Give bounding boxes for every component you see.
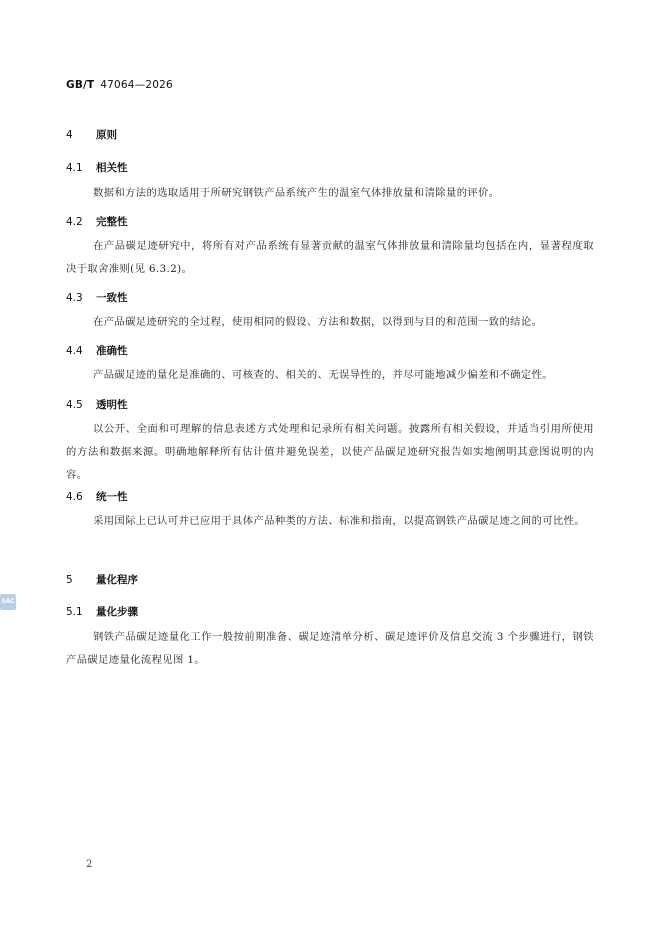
paragraph-5-1: 钢铁产品碳足迹量化工作一般按前期准备、碳足迹清单分析、碳足迹评价及信息交流 3 个步骤进行，钢铁产品碳足迹量化流程见图 1。	[66, 631, 594, 666]
section-number: 4.3	[66, 292, 83, 304]
section-title: 统一性	[96, 491, 128, 503]
paragraph-4-6: 采用国际上已认可并已应用于具体产品种类的方法、标准和指南，以提高钢铁产品碳足迹之间的可比性。	[93, 515, 586, 527]
section-number: 5.1	[66, 606, 83, 618]
paragraph-4-5: 以公开、全面和可理解的信息表述方式处理和记录所有相关问题。披露所有相关假设，并适当引用所使用的方法和数据来源。明确地解释所有估计值并避免误差，以使产品碳足迹研究报告如实地阐明其意图说明的内容。	[66, 423, 594, 481]
watermark-logo: SAC	[0, 594, 16, 610]
section-title: 相关性	[96, 162, 128, 174]
section-heading-4-5	[66, 397, 128, 412]
section-number: 4.1	[66, 162, 83, 174]
section-number: 4.6	[66, 491, 83, 503]
standard-header	[66, 79, 173, 91]
paragraph-4-1: 数据和方法的选取适用于所研究钢铁产品系统产生的温室气体排放量和清除量的评价。	[93, 187, 500, 199]
section-heading-4-1	[66, 160, 128, 175]
section-number: 5	[66, 574, 73, 586]
section-number: 4.4	[66, 345, 83, 357]
section-title: 量化程序	[96, 574, 138, 586]
section-title: 准确性	[96, 345, 128, 357]
section-heading-5-1	[66, 604, 138, 619]
section-title: 量化步骤	[96, 606, 138, 618]
section-title: 一致性	[96, 292, 128, 304]
section-title: 完整性	[96, 216, 128, 228]
page-number: 2	[86, 859, 93, 870]
section-heading-4-4	[66, 343, 128, 358]
section-heading-5	[66, 572, 138, 587]
section-heading-4-3	[66, 290, 128, 305]
standard-code: GB/T	[66, 79, 95, 91]
section-heading-4-6	[66, 489, 128, 504]
section-number: 4.5	[66, 399, 83, 411]
section-title: 原则	[96, 129, 117, 141]
paragraph-4-2: 在产品碳足迹研究中，将所有对产品系统有显著贡献的温室气体排放量和清除量均包括在内，显著程度取决于取舍准则(见 6.3.2)。	[66, 240, 594, 275]
standard-number: 47064—2026	[100, 79, 173, 91]
section-title: 透明性	[96, 399, 128, 411]
section-heading-4-2	[66, 214, 128, 229]
section-number: 4	[66, 129, 73, 141]
paragraph-4-4: 产品碳足迹的量化是准确的、可核查的、相关的、无误导性的，并尽可能地减少偏差和不确定性。	[93, 369, 553, 381]
section-number: 4.2	[66, 216, 83, 228]
section-heading-4	[66, 127, 117, 142]
paragraph-4-3: 在产品碳足迹研究的全过程，使用相同的假设、方法和数据，以得到与目的和范围一致的结论。	[93, 316, 543, 328]
